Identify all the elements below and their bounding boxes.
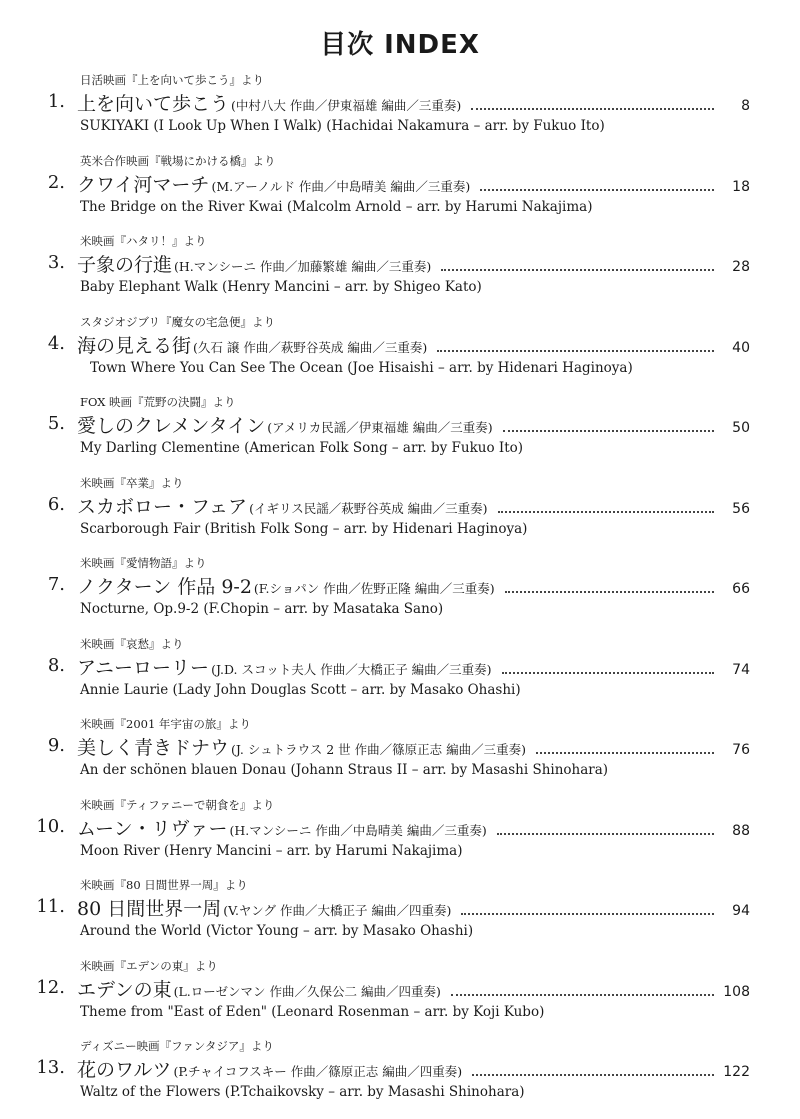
toc-entry[interactable] — [0, 233, 800, 314]
dot-leader — [505, 591, 714, 593]
entry-credits: (H.マンシーニ 作曲／中島晴美 編曲／三重奏) — [229, 822, 487, 838]
entry-page-number[interactable]: 40 — [732, 339, 750, 356]
entry-source: 米映画『卒業』より — [80, 475, 184, 490]
entry-jp-title[interactable]: クワイ河マーチ — [77, 173, 210, 196]
entry-jp-title[interactable]: スカボロー・フェア — [77, 495, 248, 518]
entry-source: ディズニー映画『ファンタジア』より — [80, 1039, 274, 1053]
entry-jp-title[interactable]: 花のワルツ — [77, 1059, 172, 1081]
entry-credits: (P.チャイコフスキー 作曲／篠原正志 編曲／四重奏) — [173, 1064, 463, 1079]
toc-entry[interactable] — [0, 877, 800, 958]
entry-number: 11. — [36, 896, 65, 917]
entry-source: 日活映画『上を向いて歩こう』より — [80, 73, 264, 87]
entry-source: 米映画『エデンの東』より — [80, 958, 218, 973]
entry-en-title: Theme from "East of Eden" (Leonard Rosenman – arr. by Koji Kubo) — [80, 1003, 545, 1020]
dot-leader — [480, 189, 714, 191]
entry-title-line — [77, 814, 750, 840]
toc-entry[interactable] — [0, 1038, 800, 1119]
entry-page-number[interactable]: 66 — [732, 581, 750, 597]
entry-title-line — [77, 492, 750, 518]
entry-title-line — [77, 975, 750, 1001]
entry-page-number[interactable]: 28 — [732, 259, 750, 275]
entry-credits: (V.ヤング 作曲／大橋正子 編曲／四重奏) — [223, 903, 452, 918]
table-of-contents — [0, 72, 800, 1119]
entry-title-line — [77, 250, 750, 276]
dot-leader — [472, 1074, 714, 1076]
entry-en-title: Scarborough Fair (British Folk Song – arr. by Hidenari Haginoya) — [80, 520, 528, 537]
entry-title-line — [77, 89, 750, 115]
entry-title-line — [77, 1055, 750, 1081]
entry-source: 米映画『2001 年宇宙の旅』より — [80, 717, 251, 731]
entry-en-title: My Darling Clementine (American Folk Song – arr. by Fukuo Ito) — [80, 440, 524, 456]
entry-number: 2. — [47, 171, 65, 193]
entry-number: 8. — [47, 654, 65, 676]
entry-source: 米映画『哀愁』より — [80, 636, 184, 651]
entry-title-line — [77, 411, 750, 437]
entry-credits: (J.D. スコット夫人 作曲／大橋正子 編曲／三重奏) — [211, 661, 492, 677]
entry-jp-title[interactable]: 子象の行進 — [77, 254, 173, 276]
entry-page-number[interactable]: 94 — [732, 903, 750, 919]
entry-page-number[interactable]: 8 — [741, 98, 750, 114]
dot-leader — [461, 913, 714, 915]
entry-en-title: SUKIYAKI (I Look Up When I Walk) (Hachidai Nakamura – arr. by Fukuo Ito) — [80, 118, 605, 134]
dot-leader — [441, 269, 714, 271]
toc-entry[interactable] — [0, 394, 800, 475]
entry-en-title: Around the World (Victor Young – arr. by Masako Ohashi) — [80, 923, 474, 939]
entry-en-title: The Bridge on the River Kwai (Malcolm Arnold – arr. by Harumi Nakajima) — [80, 198, 593, 215]
dot-leader — [451, 994, 714, 996]
entry-page-number[interactable]: 122 — [723, 1064, 750, 1080]
toc-entry[interactable] — [0, 314, 800, 395]
entry-en-title: Waltz of the Flowers (P.Tchaikovsky – arr. by Masashi Shinohara) — [80, 1084, 525, 1100]
toc-entry[interactable] — [0, 716, 800, 797]
entry-number: 7. — [47, 574, 65, 595]
dot-leader — [497, 833, 714, 835]
toc-entry[interactable] — [0, 636, 800, 717]
entry-jp-title[interactable]: エデンの東 — [77, 978, 172, 1001]
entry-credits: (イギリス民謡／萩野谷英成 編曲／三重奏) — [249, 500, 488, 516]
entry-jp-title[interactable]: 80 日間世界一周 — [77, 898, 222, 920]
entry-page-number[interactable]: 56 — [732, 500, 750, 517]
page-title: 目次 INDEX — [320, 30, 480, 60]
entry-number: 4. — [47, 332, 65, 354]
entry-credits: (J. シュトラウス 2 世 作曲／篠原正志 編曲／三重奏) — [231, 742, 526, 757]
entry-source: 米映画『愛情物語』より — [80, 556, 207, 570]
entry-jp-title[interactable]: ノクターン 作品 9-2 — [77, 576, 252, 598]
entry-page-number[interactable]: 18 — [732, 178, 750, 195]
entry-en-title: Annie Laurie (Lady John Douglas Scott – arr. by Masako Ohashi) — [80, 681, 521, 698]
entry-number: 13. — [36, 1057, 65, 1078]
entry-jp-title[interactable]: 美しく青きドナウ — [77, 737, 230, 759]
entry-credits: (アメリカ民謡／伊東福雄 編曲／三重奏) — [267, 420, 493, 435]
entry-credits: (久石 譲 作曲／萩野谷英成 編曲／三重奏) — [193, 339, 428, 355]
entry-jp-title[interactable]: 海の見える街 — [77, 334, 192, 357]
entry-en-title: Town Where You Can See The Ocean (Joe Hisaishi – arr. by Hidenari Haginoya) — [90, 359, 633, 376]
toc-entry[interactable] — [0, 797, 800, 878]
entry-source: 米映画『80 日間世界一周』より — [80, 878, 248, 892]
toc-entry[interactable] — [0, 475, 800, 556]
entry-number: 5. — [47, 413, 65, 434]
entry-title-line — [77, 733, 750, 759]
entry-source: FOX 映画『荒野の決闘』より — [80, 395, 236, 409]
entry-page-number[interactable]: 108 — [723, 983, 750, 1000]
entry-jp-title[interactable]: 愛しのクレメンタイン — [77, 415, 266, 437]
dot-leader — [471, 108, 714, 110]
entry-page-number[interactable]: 50 — [732, 420, 750, 436]
entry-title-line — [77, 331, 750, 357]
entry-page-number[interactable]: 76 — [732, 742, 750, 758]
entry-credits: (M.アーノルド 作曲／中島晴美 編曲／三重奏) — [211, 178, 471, 194]
entry-source: 英米合作映画『戦場にかける橋』より — [80, 153, 276, 168]
entry-credits: (F.ショパン 作曲／佐野正隆 編曲／三重奏) — [253, 581, 495, 596]
entry-number: 9. — [47, 735, 65, 756]
dot-leader — [437, 350, 714, 352]
entry-title-line — [77, 653, 750, 679]
entry-credits: (L.ローゼンマン 作曲／久保公二 編曲／四重奏) — [173, 983, 441, 999]
toc-entry[interactable] — [0, 555, 800, 636]
dot-leader — [503, 430, 714, 432]
entry-number: 10. — [36, 815, 65, 837]
entry-credits: (中村八大 作曲／伊東福雄 編曲／三重奏) — [231, 98, 462, 113]
entry-en-title: Baby Elephant Walk (Henry Mancini – arr. by Shigeo Kato) — [80, 279, 482, 295]
entry-page-number[interactable]: 74 — [732, 661, 750, 678]
entry-source: 米映画『ハタリ！』より — [80, 234, 207, 248]
entry-jp-title[interactable]: アニーローリー — [77, 656, 210, 679]
entry-number: 3. — [47, 252, 65, 273]
entry-en-title: Moon River (Henry Mancini – arr. by Harumi Nakajima) — [80, 842, 463, 859]
entry-source: スタジオジブリ『魔女の宅急便』より — [80, 314, 276, 329]
entry-title-line — [77, 572, 750, 598]
toc-entry[interactable] — [0, 153, 800, 234]
toc-entry[interactable] — [0, 958, 800, 1039]
dot-leader — [498, 511, 714, 513]
entry-jp-title[interactable]: 上を向いて歩こう — [77, 93, 230, 115]
entry-number: 1. — [47, 91, 65, 112]
entry-credits: (H.マンシーニ 作曲／加藤繁雄 編曲／三重奏) — [174, 259, 432, 274]
entry-source: 米映画『ティファニーで朝食を』より — [80, 797, 275, 812]
entry-number: 6. — [47, 493, 65, 515]
dot-leader — [502, 672, 714, 674]
entry-page-number[interactable]: 88 — [732, 822, 750, 839]
entry-title-line — [77, 894, 750, 920]
entry-number: 12. — [36, 976, 65, 998]
entry-en-title: An der schönen blauen Donau (Johann Straus II – arr. by Masashi Shinohara) — [80, 762, 609, 778]
entry-title-line — [77, 170, 750, 196]
entry-en-title: Nocturne, Op.9-2 (F.Chopin – arr. by Masataka Sano) — [80, 601, 444, 617]
entry-jp-title[interactable]: ムーン・リヴァー — [77, 817, 228, 840]
toc-entry[interactable] — [0, 72, 800, 153]
dot-leader — [536, 752, 714, 754]
